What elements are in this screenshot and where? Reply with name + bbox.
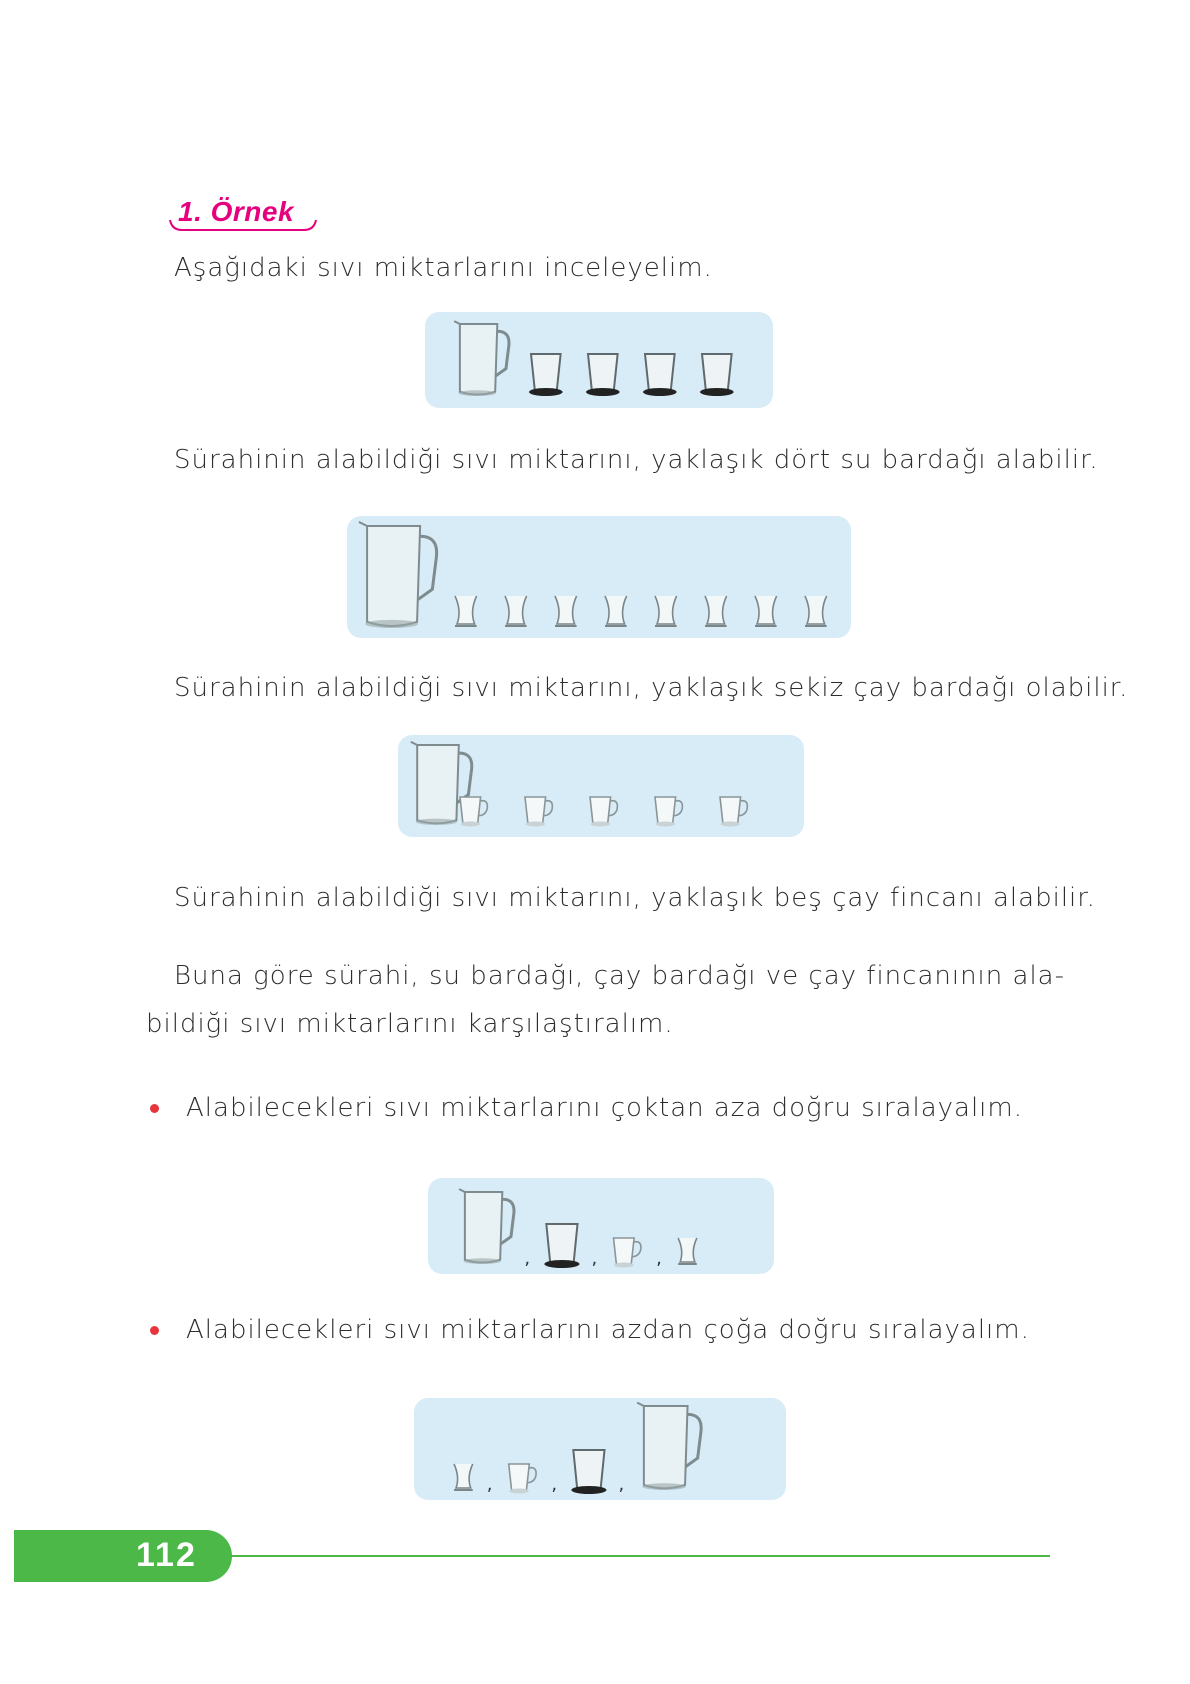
compare-text-line1: Buna göre sürahi, su bardağı, çay bardağı ve çay fincanının ala- xyxy=(174,961,1065,991)
intro-text: Aşağıdaki sıvı miktarlarını inceleyelim. xyxy=(174,253,713,283)
tea-cup-illustration xyxy=(398,735,804,837)
tea-glass-icon xyxy=(755,596,777,626)
order-asc-illustration xyxy=(414,1398,786,1500)
tea-glass-icon xyxy=(605,596,627,626)
tea-glass-icon xyxy=(454,1464,473,1490)
tea-glass-icon xyxy=(655,596,677,626)
pitcher-icon xyxy=(359,522,437,628)
pitcher-icon xyxy=(637,1403,701,1490)
separator-comma: , xyxy=(591,1248,598,1269)
separator-comma: , xyxy=(551,1474,558,1495)
example-title: 1. Örnek xyxy=(178,196,295,227)
tea-cup-icon xyxy=(720,797,747,827)
water-glass-icon xyxy=(544,1224,579,1268)
tea-cup-icon xyxy=(614,1238,641,1268)
water-glass-icon xyxy=(586,354,620,396)
panel-water-glasses xyxy=(425,312,773,408)
water-glass-icon xyxy=(529,354,563,396)
panel-tea-glasses xyxy=(347,516,851,638)
panel-tea-cups xyxy=(398,735,804,837)
tea-cup-icon xyxy=(460,797,487,827)
tea-glass-text: Sürahinin alabildiği sıvı miktarını, yaklaşık sekiz çay bardağı olabilir. xyxy=(174,673,1129,703)
water-glass-icon xyxy=(571,1450,606,1494)
separator-comma: , xyxy=(618,1474,625,1495)
panel-order-asc xyxy=(414,1398,786,1500)
compare-text-line2: bildiği sıvı miktarlarını karşılaştıralım. xyxy=(146,1009,674,1039)
tea-glass-icon xyxy=(505,596,527,626)
separator-comma: , xyxy=(524,1248,531,1269)
bullet-desc-text: Alabilecekleri sıvı miktarlarını çoktan aza doğru sıralayalım. xyxy=(186,1093,1023,1123)
panel-order-desc xyxy=(428,1178,774,1274)
tea-glass-icon xyxy=(705,596,727,626)
tea-glass-illustration xyxy=(347,516,851,638)
tea-glass-icon xyxy=(678,1238,697,1264)
title-bracket-decoration xyxy=(168,218,318,232)
tea-glass-icon xyxy=(555,596,577,626)
separator-comma: , xyxy=(486,1474,493,1495)
tea-glass-icon xyxy=(455,596,477,626)
pitcher-icon xyxy=(459,1189,514,1264)
tea-cup-text: Sürahinin alabildiği sıvı miktarını, yaklaşık beş çay fincanı alabilir. xyxy=(174,883,1096,913)
tea-glass-icon xyxy=(805,596,827,626)
bullet-marker xyxy=(150,1104,159,1113)
page-number-tab xyxy=(14,1530,232,1582)
footer-divider xyxy=(228,1555,1050,1557)
water-glass-icon xyxy=(643,354,677,396)
tea-cup-icon xyxy=(509,1464,536,1494)
tea-cup-icon xyxy=(590,797,617,827)
page-number: 112 xyxy=(136,1536,197,1574)
separator-comma: , xyxy=(656,1248,662,1269)
bullet-asc-text: Alabilecekleri sıvı miktarlarını azdan çoğa doğru sıralayalım. xyxy=(186,1315,1030,1345)
water-glass-illustration xyxy=(425,312,773,408)
tea-cup-icon xyxy=(525,797,552,827)
pitcher-icon xyxy=(454,321,509,396)
water-glass-icon xyxy=(700,354,734,396)
tea-cup-icon xyxy=(655,797,682,827)
order-desc-illustration xyxy=(428,1178,774,1274)
water-glass-text: Sürahinin alabildiği sıvı miktarını, yaklaşık dört su bardağı alabilir. xyxy=(174,445,1099,475)
bullet-marker xyxy=(150,1326,159,1335)
